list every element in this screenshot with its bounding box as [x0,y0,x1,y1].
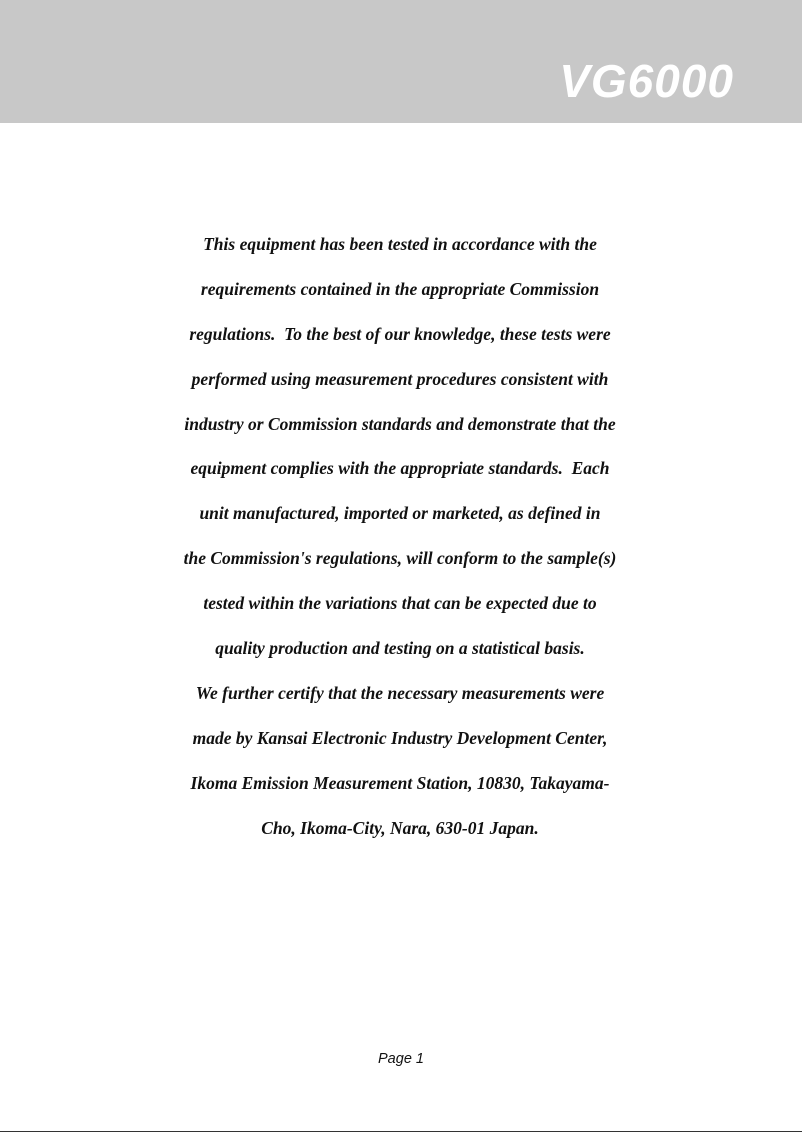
statement-line: industry or Commission standards and demonstrate that the [184,413,616,434]
certification-statement [150,222,650,850]
page-number: Page 1 [378,1051,424,1067]
model-title: VG6000 [559,55,734,107]
statement-line: unit manufactured, imported or marketed, as defined in [199,503,601,524]
statement-line: We further certify that the necessary measurements were [195,682,605,703]
statement-line: tested within the variations that can be expected due to [203,593,597,614]
statement-line: made by Kansai Electronic Industry Development Center, [192,727,608,748]
statement-line: regulations. To the best of our knowledge, these tests were [189,323,611,344]
bottom-rule [0,1131,802,1132]
statement-line: Ikoma Emission Measurement Station, 10830, Takayama- [190,772,610,793]
statement-line: requirements contained in the appropriate Commission [200,278,600,299]
statement-line: quality production and testing on a statistical basis. [215,638,585,659]
statement-line: This equipment has been tested in accordance with the [203,234,597,254]
statement-line: Cho, Ikoma-City, Nara, 630-01 Japan. [261,817,539,838]
statement-line: the Commission's regulations, will conform to the sample(s) [183,548,617,569]
statement-line: equipment complies with the appropriate standards. Each [190,458,610,479]
header-band [0,0,802,123]
statement-line: performed using measurement procedures consistent with [191,368,609,389]
